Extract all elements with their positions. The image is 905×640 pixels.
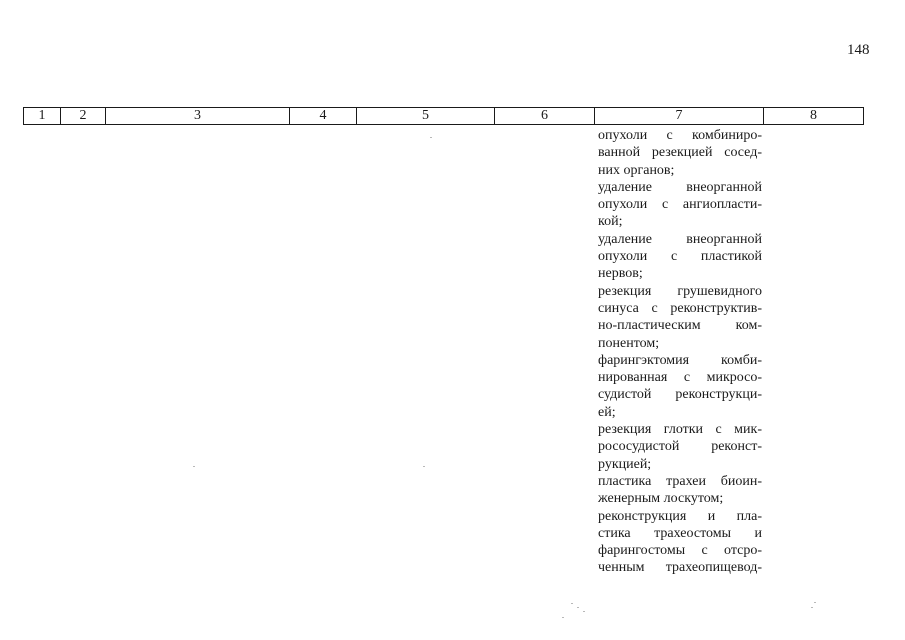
text-line: рукцией; <box>598 456 652 472</box>
table-header-cell-6: 6 <box>495 107 595 125</box>
table-header-cell-8: 8 <box>764 107 864 125</box>
scan-speck <box>562 617 564 618</box>
text-line: женерным лоскутом; <box>598 491 724 507</box>
text-line: опухоли с ангиопласти- <box>598 197 762 213</box>
page-number: 148 <box>847 42 870 58</box>
text-line: стика трахеостомы и <box>598 525 762 541</box>
scan-speck <box>430 137 432 138</box>
text-line: удаление внеорганной <box>598 179 762 195</box>
text-line: нервов; <box>598 266 643 282</box>
text-line: резекция грушевидного <box>598 283 762 299</box>
scan-speck <box>193 466 195 467</box>
scan-speck <box>571 603 573 604</box>
table-header-cell-5: 5 <box>357 107 495 125</box>
text-line: понентом; <box>598 335 660 351</box>
text-line: нированная с микросо- <box>598 370 762 386</box>
text-line: ченным трахеопищевод- <box>598 560 762 576</box>
table-header-row <box>23 107 864 125</box>
text-line: ванной резекцией сосед- <box>598 145 762 161</box>
text-line: но-пластическим ком- <box>598 318 762 334</box>
text-line: фарингостомы с отсро- <box>598 543 762 559</box>
scan-speck <box>577 607 579 608</box>
text-line: ей; <box>598 404 616 420</box>
text-line: синуса с реконструктив- <box>598 300 762 316</box>
scan-speck <box>583 611 585 612</box>
text-line: рососудистой реконст- <box>598 439 762 455</box>
text-line: опухоли с комбиниро- <box>598 128 762 143</box>
text-line: опухоли с пластикой <box>598 249 762 265</box>
text-line: кой; <box>598 214 623 230</box>
scan-speck <box>814 602 816 603</box>
table-header-cell-3: 3 <box>106 107 290 125</box>
scan-speck <box>423 466 425 467</box>
table-header-cell-7: 7 <box>595 107 764 125</box>
table-header-cell-4: 4 <box>290 107 357 125</box>
text-line: судистой реконструкци- <box>598 387 762 403</box>
column-7-text <box>598 127 762 577</box>
text-line: удаление внеорганной <box>598 231 762 247</box>
table-header-cell-1: 1 <box>23 107 61 125</box>
table-header-cell-2: 2 <box>61 107 106 125</box>
text-line: них органов; <box>598 162 675 178</box>
scan-speck <box>811 607 813 608</box>
text-line: резекция глотки с мик- <box>598 422 762 438</box>
text-line: фарингэктомия комби- <box>598 352 762 368</box>
text-line: пластика трахеи биоин- <box>598 473 762 489</box>
text-line: реконструкция и пла- <box>598 508 762 524</box>
